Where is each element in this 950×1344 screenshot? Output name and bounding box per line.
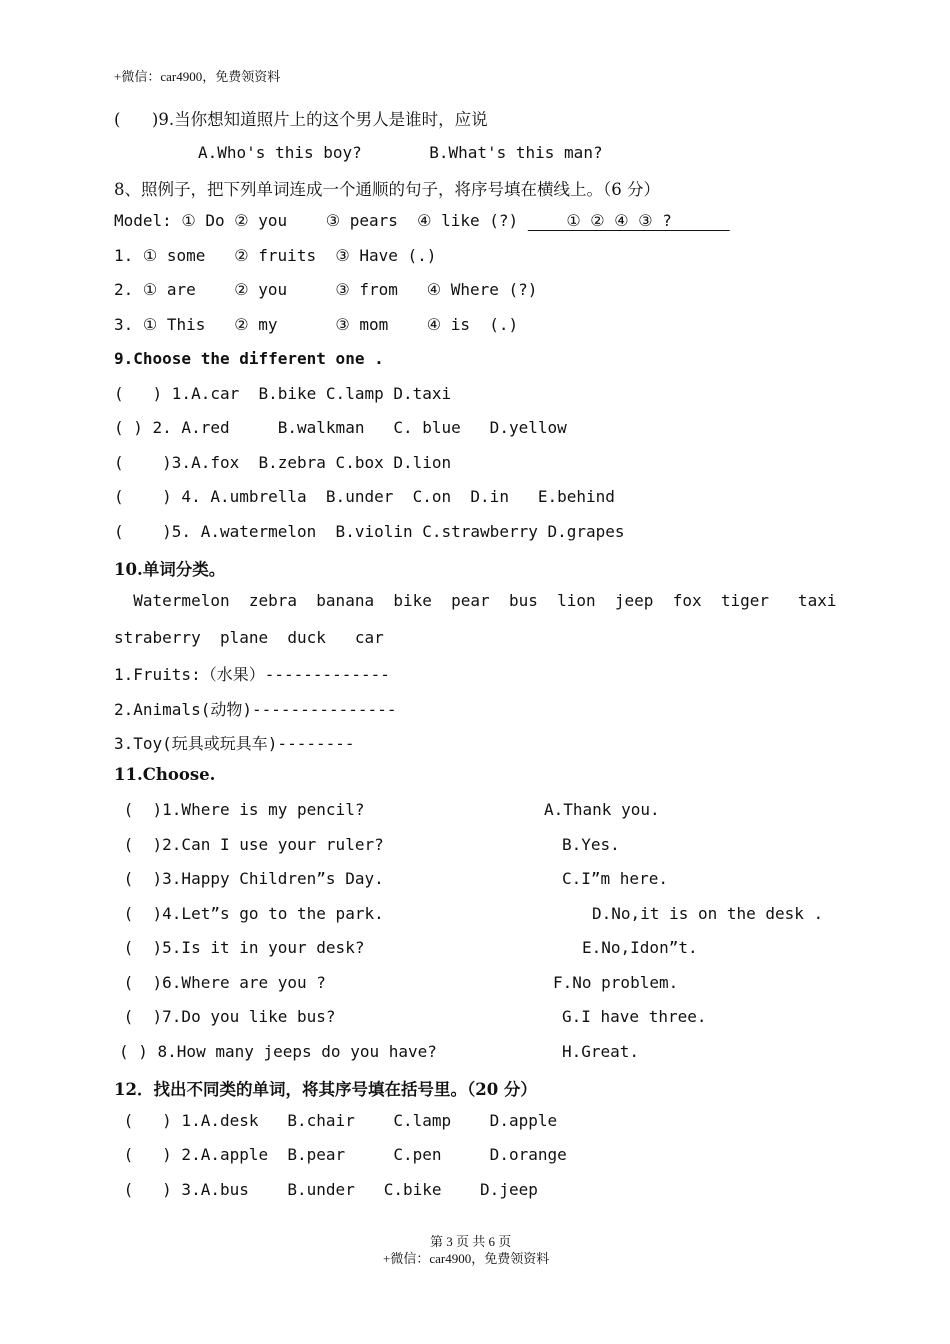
section-11-question-8: ( ) 8.How many jeeps do you have? [119, 1042, 437, 1061]
section-11-answer-d: D.No,it is on the desk . [592, 904, 824, 923]
model-sentence: Model: ① Do ② you ③ pears ④ like (?) [114, 211, 528, 230]
section-9-item-4: ( ) 4. A.umbrella B.under C.on D.in E.behind [114, 487, 615, 506]
model-answer: ① ② ④ ③ ? [527, 211, 730, 230]
section-10-words-line-1: Watermelon zebra banana bike pear bus lion jeep fox tiger taxi [114, 591, 837, 610]
section-12-item-1: ( ) 1.A.desk B.chair C.lamp D.apple [114, 1111, 558, 1130]
section-11-answer-c: C.I”m here. [562, 869, 668, 888]
section-11-answer-h: H.Great. [562, 1042, 640, 1061]
section-11-question-4: ( )4.Let”s go to the park. [114, 904, 384, 923]
section-11-question-3: ( )3.Happy Children”s Day. [114, 869, 384, 888]
section-11-answer-e: E.No,Idon”t. [582, 938, 698, 957]
section-8-item-2: 2. ① are ② you ③ from ④ Where (?) [114, 280, 538, 299]
section-9-item-2: ( ) 2. A.red B.walkman C. blue D.yellow [114, 418, 567, 437]
section-11-question-1: ( )1.Where is my pencil? [114, 800, 365, 819]
section-11-question-5: ( )5.Is it in your desk? [114, 938, 365, 957]
section-8-model [114, 211, 730, 230]
section-9-item-3: ( )3.A.fox B.zebra C.box D.lion [114, 453, 452, 472]
section-11-answer-a: A.Thank you. [544, 800, 660, 819]
page-number: 第 3 页 共 6 页 [430, 1234, 512, 1249]
section-10-item-1: 1.Fruits:（水果）------------- [114, 665, 390, 684]
section-11-answer-g: G.I have three. [562, 1007, 707, 1026]
section-11-answer-b: B.Yes. [562, 835, 620, 854]
q9-stem: ( )9.当你想知道照片上的这个男人是谁时，应说 [114, 110, 488, 129]
section-11-question-6: ( )6.Where are you ? [114, 973, 326, 992]
section-12-item-3: ( ) 3.A.bus B.under C.bike D.jeep [114, 1180, 538, 1199]
section-8-item-3: 3. ① This ② my ③ mom ④ is (.) [114, 315, 519, 334]
q9-options: A.Who's this boy? B.What's this man? [198, 143, 603, 162]
section-10-words-line-2: straberry plane duck car [114, 628, 384, 647]
section-10-title: 10.单词分类。 [114, 560, 226, 579]
section-9-item-5: ( )5. A.watermelon B.violin C.strawberry D.grapes [114, 522, 625, 541]
section-10-item-2: 2.Animals(动物)--------------- [114, 700, 397, 719]
section-8-title: 8、照例子，把下列单词连成一个通顺的句子，将序号填在横线上。（6 分） [114, 180, 660, 199]
section-11-question-7: ( )7.Do you like bus? [114, 1007, 336, 1026]
section-12-item-2: ( ) 2.A.apple B.pear C.pen D.orange [114, 1145, 567, 1164]
footer-watermark: +微信：car4900，免费领资料 [383, 1251, 550, 1266]
section-9-title: 9.Choose the different one . [114, 349, 384, 368]
section-12-title: 12．找出不同类的单词，将其序号填在括号里。（20 分） [114, 1080, 537, 1099]
section-11-answer-f: F.No problem. [553, 973, 679, 992]
section-11-title: 11.Choose. [114, 765, 216, 784]
section-11-question-2: ( )2.Can I use your ruler? [114, 835, 384, 854]
section-8-item-1: 1. ① some ② fruits ③ Have (.) [114, 246, 437, 265]
header-watermark: +微信：car4900，免费领资料 [114, 69, 281, 84]
section-9-item-1: ( ) 1.A.car B.bike C.lamp D.taxi [114, 384, 452, 403]
section-10-item-3: 3.Toy(玩具或玩具车)-------- [114, 734, 355, 753]
